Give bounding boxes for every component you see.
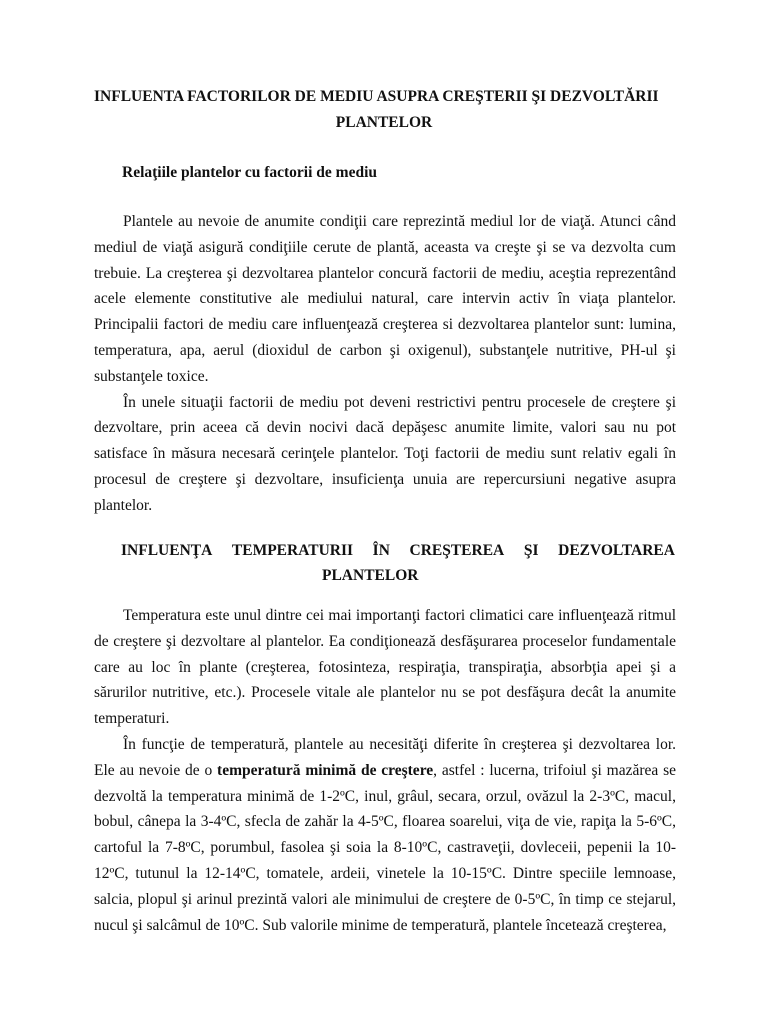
heading-word: DEZVOLTAREA [558,542,675,559]
section2-heading-line1 [121,541,675,561]
main-title-line2: PLANTELOR [335,114,433,131]
paragraph-text: , astfel : lucerna, trifoiul şi mazărea se dezvoltă la temperatura minimă de 1-2ºC, inul, grâul, secara, orzul, ovăzul la 2-3ºC, macul, bobul, cânepa la 3-4ºC, sfecla de zahăr la 4-5ºC, floarea soarelui, viţa de vie, rapiţa la 5-6ºC, cartoful la 7-8ºC, porumbul, fasolea şi soia la 8-10ºC, castraveţii, dovleceii, pepenii la 10-12ºC, tutunul la 12-14ºC, tomatele, ardeii, vinetele la 10-15ºC. Dintre speciile lemnoase, salcia, plopul şi arinul prezintă valori ale minimului de creştere de 0-5ºC, în timp ce stejarul, nucul şi salcâmul de 10ºC. Sub valorile minime de temperatură, plantele încetează creşterea, [94,761,676,934]
heading-word: INFLUENŢA [121,542,213,559]
heading-word: ŞI [523,542,539,559]
section2-heading-line2: PLANTELOR [322,567,419,584]
section1-body [94,209,676,519]
section-subtitle: Relaţiile plantelor cu factorii de mediu [122,164,377,181]
heading-word: TEMPERATURII [231,542,354,559]
main-title-line1: INFLUENTA FACTORILOR DE MEDIU ASUPRA CREŞTERII ŞI DEZVOLTĂRII [94,88,659,105]
bold-term: temperatură minimă de creştere [217,761,434,779]
section2-body [94,603,676,938]
heading-word: ÎN [372,542,390,559]
section1-paragraph-1: Plantele au nevoie de anumite condiţii care reprezintă mediul lor de viaţă. Atunci când mediul de viaţă asigură condiţiile cerute de plantă, aceasta va creşte şi se va dezvolta cum trebuie. La creşterea şi dezvoltarea plantelor concură factorii de mediu, aceştia reprezentând acele elemente constitutive ale mediului natural, care intervin activ în viaţa plantelor. Principalii factori de mediu care influenţează creşterea si dezvoltarea plantelor sunt: lumina, temperatura, apa, aerul (dioxidul de carbon şi oxigenul), substanţele nutritive, PH-ul şi substanţele toxice. [94,213,676,385]
heading-word: CREŞTEREA [409,542,505,559]
paragraph-text: În funcţie de temperatură, plantele au necesităţi diferite în creşterea şi dezvoltarea lor. Ele au nevoie de o [94,735,676,779]
main-title-line2-wrap [0,113,768,133]
section2-paragraph-2 [94,732,676,938]
section1-paragraph-2: În unele situaţii factorii de mediu pot deveni restrictivi pentru procesele de creştere şi dezvoltare, prin aceea că devin nocivi dacă depăşesc anumite limite, valori sau nu pot satisface în măsura necesară cerinţele plantelor. Toţi factorii de mediu sunt relativ egali în procesul de creştere şi dezvoltare, insuficienţa unuia are repercursiuni negative asupra plantelor. [94,393,676,514]
section2-paragraph-1: Temperatura este unul dintre cei mai importanţi factori climatici care influenţează ritmul de creştere şi dezvoltare al plantelor. Ea condiţionează desfăşurarea proceselor fundamentale care au loc în plante (creşterea, fotosinteza, respiraţia, transpiraţia, absorbţia apei şi a sărurilor nutritive, etc.). Procesele vitale ale plantelor nu se pot desfăşura decât la anumite temperaturi. [94,607,676,728]
